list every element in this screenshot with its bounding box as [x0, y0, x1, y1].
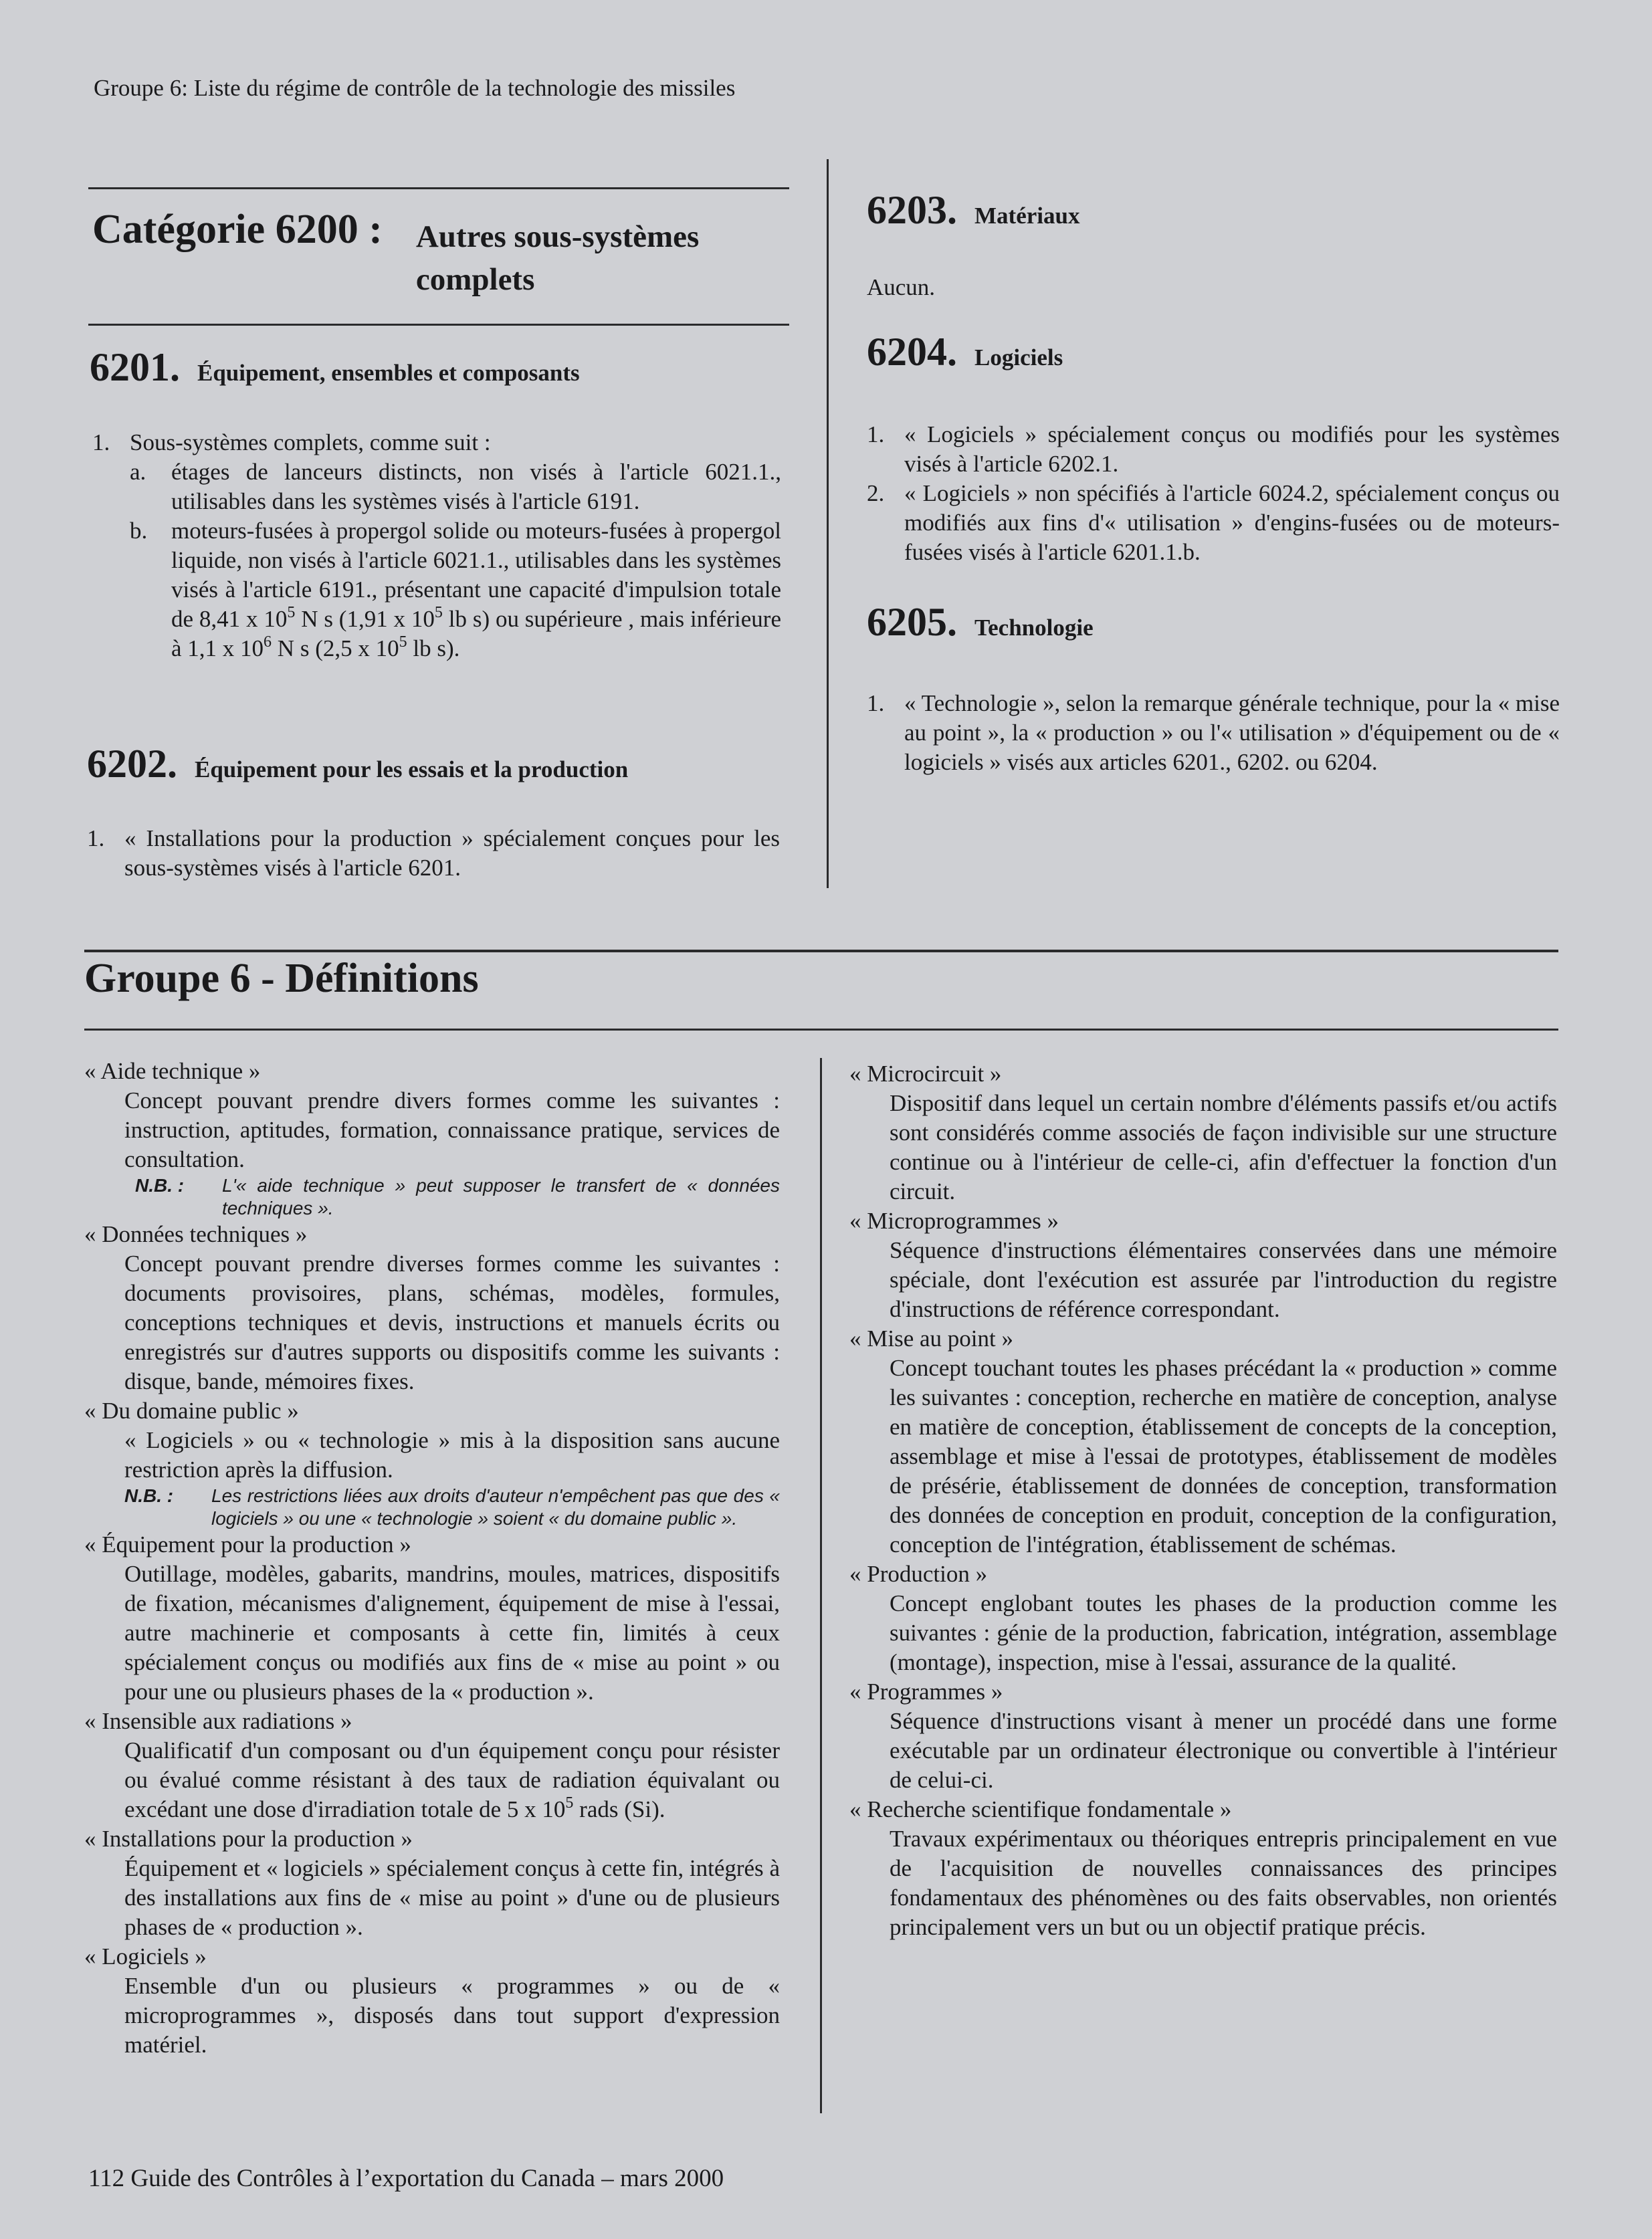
item-label: 1.: [867, 421, 885, 447]
section-title: Technologie: [974, 615, 1094, 641]
definition-term: « Équipement pour la production »: [84, 1531, 411, 1558]
rule-top-left: [88, 187, 789, 189]
definition-term: « Installations pour la production »: [84, 1826, 413, 1852]
item-label: 1.: [92, 429, 110, 455]
item-text: « Technologie », selon la remarque générale technique, pour la « mise au point », la « production » ou l'« utilisation » d'équipement ou de « logiciels » visés aux articles 6201., 6202. ou 6204.: [904, 690, 1560, 775]
list-item: [867, 479, 1560, 567]
column-divider-bottom: [820, 1058, 822, 2113]
definition-term: « Insensible aux radiations »: [84, 1708, 352, 1734]
page-footer: 112 Guide des Contrôles à l’exportation du Canada – mars 2000: [88, 2165, 724, 2192]
item-text: « Logiciels » non spécifiés à l'article 6024.2, spécialement conçus ou modifiés aux fins d'« utilisation » d'engins-fusées ou de moteurs-fusées visés à l'article 6201.1.b.: [904, 480, 1560, 565]
item-label: 1.: [867, 690, 885, 716]
note-label: N.B. :: [124, 1485, 174, 1506]
item-text: Sous-systèmes complets, comme suit :: [130, 429, 491, 455]
section-6204-heading: [867, 329, 1063, 375]
section-6202-body: [87, 824, 780, 883]
section-number: 6204.: [867, 330, 957, 374]
definition-text: Travaux expérimentaux ou théoriques entrepris principalement en vue de l'acquisition de nouvelles connaissances des principes fondamentaux des phénomènes ou des faits observables, non orientés principalement vers un but ou un objectif pratique précis.: [890, 1826, 1557, 1940]
note-text: Les restrictions liées aux droits d'auteur n'empêchent pas que des « logiciels » ou une « technologie » soient « du domaine public ».: [211, 1485, 780, 1529]
item-text: « Logiciels » spécialement conçus ou modifiés pour les systèmes visés à l'article 6202.1.: [904, 421, 1560, 477]
section-title: Logiciels: [974, 344, 1063, 370]
definition-term: « Microprogrammes »: [849, 1208, 1059, 1234]
section-6205-body: [867, 689, 1560, 777]
section-number: 6203.: [867, 188, 957, 232]
definition-term: « Mise au point »: [849, 1325, 1013, 1352]
definitions-left-column: [84, 1057, 780, 2060]
definition-text: Concept touchant toutes les phases précédant la « production » comme les suivantes : conception, recherche en matière de conception, analyse en matière de conception, établissement de concepts de la conception, assemblage et mise à l'essai de prototypes, établissement de modèles de présérie, établissement de données de conception, transformation des données de conception en produit, conception de la configuration, conception de l'intégration, établissement de schémas.: [890, 1355, 1557, 1558]
section-6203-heading: [867, 187, 1079, 233]
definition-term: « Logiciels »: [84, 1943, 207, 1969]
definition-text: Concept englobant toutes les phases de la production comme les suivantes : génie de la production, fabrication, intégration, assemblage (montage), inspection, mise à l'essai, assurance de la qualité.: [890, 1590, 1557, 1675]
list-item: [92, 428, 781, 457]
item-label: a.: [130, 459, 146, 485]
list-item: [87, 824, 780, 883]
category-subheading: Autres sous-systèmes complets: [415, 219, 700, 297]
note-label: N.B. :: [135, 1175, 185, 1196]
item-label: 2.: [867, 480, 885, 506]
item-text: étages de lanceurs distincts, non visés à l'article 6021.1., utilisables dans les systèmes visés à l'article 6191.: [171, 459, 781, 514]
definition-text: Séquence d'instructions visant à mener un procédé dans une forme exécutable par un ordinateur électronique ou convertible à l'intérieur de celui-ci.: [890, 1708, 1557, 1793]
sub-item-a: [130, 457, 781, 516]
definition-term: « Programmes »: [849, 1679, 1003, 1705]
rule-group-top: [84, 950, 1558, 952]
list-item: [867, 689, 1560, 777]
section-number: 6202.: [87, 742, 177, 786]
section-6201-heading: [90, 344, 580, 391]
definition-text: Concept pouvant prendre diverses formes comme les suivantes : documents provisoires, plans, schémas, modèles, formules, conceptions techniques et devis, instructions et manuels écrits ou enregistrés sur d'autres supports ou dispositifs comme les suivants : disque, bande, mémoires fixes.: [124, 1251, 780, 1394]
definition-text: Outillage, modèles, gabarits, mandrins, moules, matrices, dispositifs de fixation, mécanismes d'alignement, équipement de mise à l'essai, autre machinerie et composants à cette fin, limités à ceux spécialement conçus ou modifiés aux fins de « mise au point » ou pour une ou plusieurs phases de la « production ».: [124, 1561, 780, 1705]
definition-term: « Microcircuit »: [849, 1061, 1002, 1087]
item-text: « Installations pour la production » spécialement conçues pour les sous-systèmes visés à l'article 6201.: [124, 825, 780, 881]
note-text: L'« aide technique » peut supposer le transfert de « données techniques ».: [222, 1175, 780, 1218]
category-title: [92, 206, 750, 301]
list-item: [867, 420, 1560, 479]
definition-text: Concept pouvant prendre divers formes comme les suivantes : instruction, aptitudes, formation, connaissance pratique, services de consultation.: [124, 1087, 780, 1172]
section-title: Matériaux: [974, 203, 1080, 229]
column-divider-top: [827, 159, 829, 888]
section-6202-heading: [87, 741, 628, 787]
running-head: Groupe 6: Liste du régime de contrôle de la technologie des missiles: [94, 75, 736, 101]
section-6201-body: [92, 428, 781, 663]
definition-term: « Recherche scientifique fondamentale »: [849, 1796, 1232, 1822]
note-block: [124, 1485, 780, 1530]
item-label: b.: [130, 518, 148, 544]
section-6204-body: [867, 420, 1560, 567]
definition-text: Séquence d'instructions élémentaires conservées dans une mémoire spéciale, dont l'exécution est assurée par l'introduction du registre d'instructions de référence correspondant.: [890, 1237, 1557, 1322]
definition-term: « Production »: [849, 1561, 988, 1587]
sub-item-b: [130, 516, 781, 663]
item-label: 1.: [87, 825, 105, 851]
rule-category-bottom: [88, 324, 789, 326]
definition-text: Ensemble d'un ou plusieurs « programmes » ou de « microprogrammes », disposés dans tout support d'expression matériel.: [124, 1973, 780, 2058]
section-title: Équipement, ensembles et composants: [197, 360, 580, 386]
section-title: Équipement pour les essais et la production: [195, 756, 629, 782]
section-number: 6205.: [867, 600, 957, 644]
section-number: 6201.: [90, 345, 180, 389]
rule-group-bottom: [84, 1029, 1558, 1031]
section-6205-heading: [867, 599, 1094, 645]
definition-term: « Aide technique »: [84, 1058, 261, 1084]
definition-term: « Du domaine public »: [84, 1398, 299, 1424]
definition-text: « Logiciels » ou « technologie » mis à la disposition sans aucune restriction après la diffusion.: [124, 1427, 780, 1483]
definition-text: Qualificatif d'un composant ou d'un équipement conçu pour résister ou évalué comme résistant à des taux de radiation équivalant ou excédant une dose d'irradiation totale de 5 x $10^5$ rads (Si).: [124, 1737, 780, 1822]
definition-text: Équipement et « logiciels » spécialement conçus à cette fin, intégrés à des installations aux fins de « mise au point » d'une ou de plusieurs phases de « production ».: [124, 1855, 780, 1940]
section-6203-body: Aucun.: [867, 274, 936, 300]
group-title: Groupe 6 - Définitions: [84, 956, 479, 1001]
definitions-right-column: [849, 1059, 1557, 1942]
category-heading: Catégorie 6200 :: [92, 207, 383, 252]
item-text: moteurs-fusées à propergol solide ou moteurs-fusées à propergol liquide, non visés à l'article 6021.1., utilisables dans les systèmes visés à l'article 6191., présentant une capacité d'impulsion totale de 8,41 x $10^5$ N s (1,91 x $10^5$ lb s) ou supérieure , mais inférieure à 1,1 x $10^6$ N s (2,5 x $10^5$ lb s).: [171, 518, 781, 661]
definition-text: Dispositif dans lequel un certain nombre d'éléments passifs et/ou actifs sont considérés comme associés de façon indivisible sur une structure continue ou à l'intérieur de celle-ci, afin d'effectuer la fonction d'un circuit.: [890, 1090, 1557, 1204]
note-block: [135, 1174, 780, 1220]
definition-term: « Données techniques »: [84, 1221, 308, 1247]
